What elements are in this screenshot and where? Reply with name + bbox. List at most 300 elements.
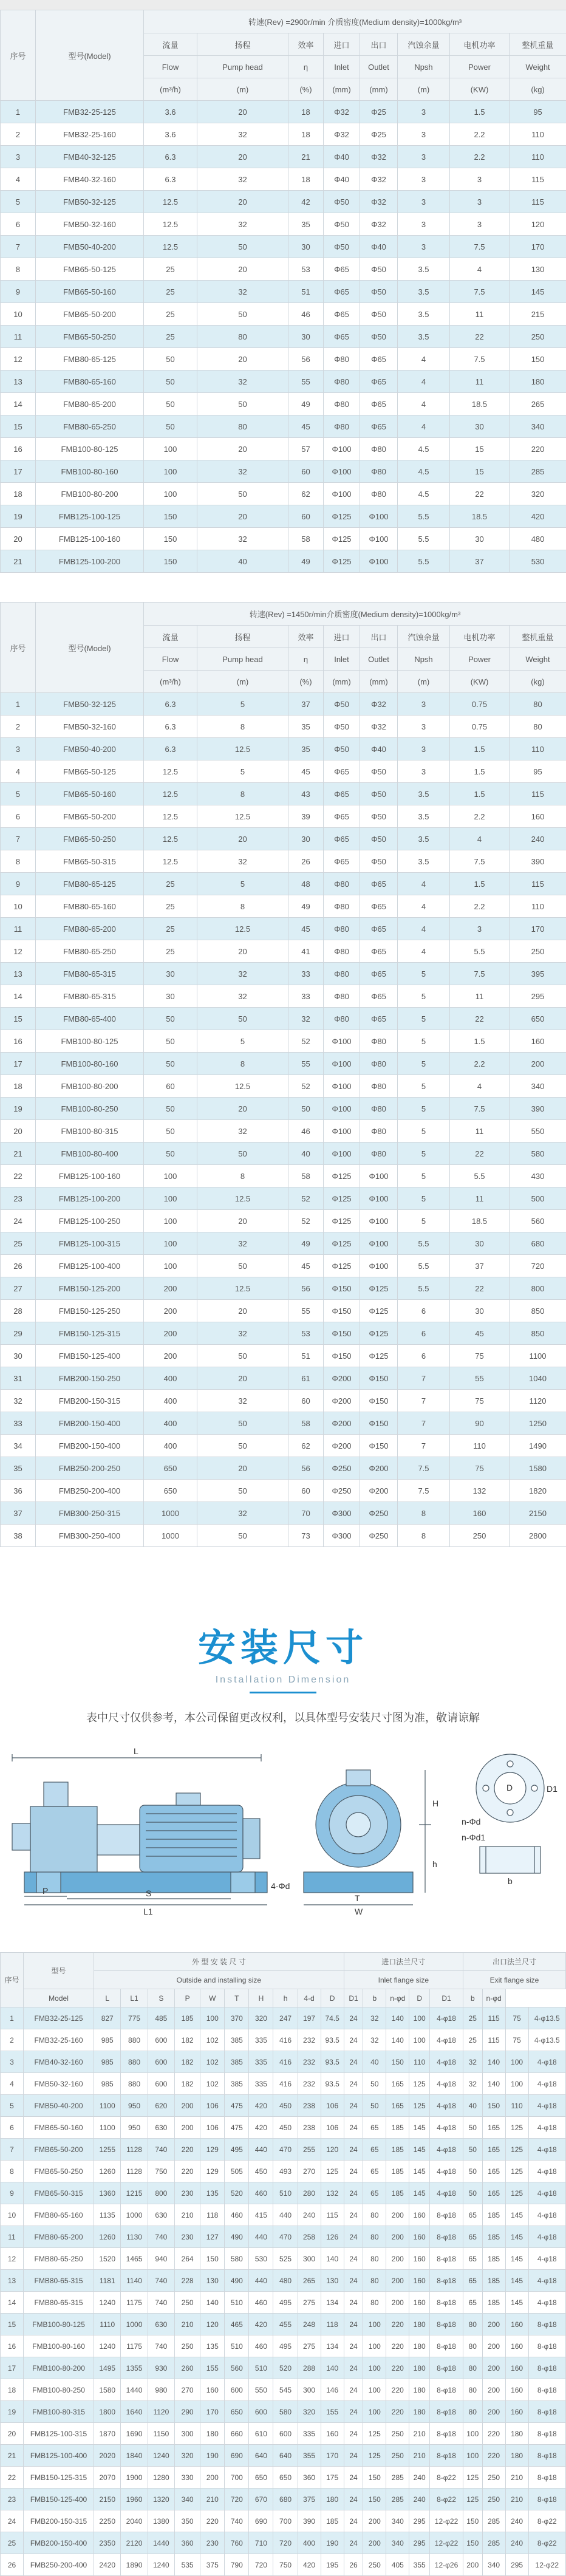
top-band <box>0 0 566 10</box>
table-cell: FMB80-65-200 <box>36 918 144 940</box>
table-cell: Φ100 <box>324 1030 360 1053</box>
table-cell: 25 <box>1 1232 36 1255</box>
table-cell: 30 <box>144 963 197 985</box>
table-cell: 40 <box>197 550 288 573</box>
table-cell: 1100 <box>510 1345 566 1367</box>
dim-table-cell: 4-φ18 <box>528 2139 565 2161</box>
table-row <box>1 348 566 371</box>
dim-table-row <box>1 2532 566 2554</box>
dim-table-cell: 1128 <box>121 2139 148 2161</box>
dim-table-cell: 340 <box>175 2489 200 2510</box>
table-cell: 50 <box>197 393 288 415</box>
dim-table-cell: 1360 <box>94 2182 121 2204</box>
dim-table-cell: 200 <box>482 2314 505 2335</box>
table-cell: 30 <box>450 415 510 438</box>
dim-table-cell: 115 <box>482 2029 505 2051</box>
table-cell: 7 <box>398 1412 450 1435</box>
dim-table-cell: 24 <box>344 2335 363 2357</box>
table-cell: 18 <box>288 101 324 123</box>
table-cell: 150 <box>144 550 197 573</box>
dim-table-cell: 65 <box>363 2182 386 2204</box>
installation-note: 表中尺寸仅供参考，本公司保留更改权利，以具体型号安装尺寸图为准，敬请谅解 <box>0 1709 566 1725</box>
table-cell: 6 <box>1 213 36 236</box>
header-cell: η <box>288 648 324 671</box>
table-cell: 37 <box>450 1255 510 1277</box>
table-cell: 75 <box>450 1390 510 1412</box>
table-cell: FMB200-150-400 <box>36 1435 144 1457</box>
table-cell: 75 <box>450 1345 510 1367</box>
dim-table-cell: 160 <box>409 2270 430 2292</box>
dim-table-cell: 145 <box>505 2226 528 2248</box>
table-cell: 15 <box>1 415 36 438</box>
table-cell: 5 <box>398 1120 450 1143</box>
table-cell: 1.5 <box>450 1030 510 1053</box>
table-cell: FMB125-100-160 <box>36 1165 144 1187</box>
table-row <box>1 1008 566 1030</box>
dim-table-cell: 160 <box>200 2379 225 2401</box>
table-cell: FMB250-200-250 <box>36 1457 144 1480</box>
table-cell: 6.3 <box>144 693 197 716</box>
table-cell: 45 <box>450 1322 510 1345</box>
dim-table-cell: 7 <box>1 2139 24 2161</box>
table-cell: 49 <box>288 1232 324 1255</box>
dim-table-cell: 200 <box>386 2270 409 2292</box>
dim-table-cell: 8-φ18 <box>528 2335 565 2357</box>
table-cell: Φ100 <box>324 460 360 483</box>
dim-table-cell: 180 <box>409 2335 430 2357</box>
table-cell: 12.5 <box>144 850 197 873</box>
dim-table-cell: 416 <box>273 2029 298 2051</box>
table-cell: Φ100 <box>324 1098 360 1120</box>
dim-table-cell: 12-φ22 <box>528 2554 565 2576</box>
dim-table-cell: 1580 <box>94 2379 121 2401</box>
dim-table-cell: 140 <box>200 2292 225 2314</box>
dim-table-cell: 740 <box>148 2139 174 2161</box>
table-cell: 22 <box>450 326 510 348</box>
dim-table-cell: 740 <box>225 2510 249 2532</box>
installation-title: 安装尺寸 <box>0 1626 566 1670</box>
dim-table-cell: 24 <box>344 2292 363 2314</box>
table-cell: 3.6 <box>144 123 197 146</box>
dim-table-cell: 200 <box>386 2226 409 2248</box>
dim-table-cell: 8-φ18 <box>430 2248 463 2270</box>
table-cell: 42 <box>288 191 324 213</box>
dim-table-cell: 145 <box>505 2248 528 2270</box>
dim-table-cell: 220 <box>386 2379 409 2401</box>
dim-table-cell: 24 <box>344 2489 363 2510</box>
dim-table-cell: 2070 <box>94 2467 121 2489</box>
dim-table-cell: 200 <box>200 2467 225 2489</box>
table-cell: 58 <box>288 1165 324 1187</box>
dim-table-cell: 8-φ18 <box>528 2467 565 2489</box>
table-cell: 25 <box>144 281 197 303</box>
dim-table-cell: 600 <box>225 2379 249 2401</box>
table-cell: Φ50 <box>360 303 398 326</box>
table-cell: 150 <box>144 528 197 550</box>
dim-table-cell: 320 <box>249 2007 273 2029</box>
dim-table-cell: 4-φ18 <box>430 2139 463 2161</box>
table-cell: 1040 <box>510 1367 566 1390</box>
dim-table-cell: 370 <box>225 2007 249 2029</box>
table-cell: 250 <box>510 326 566 348</box>
table-cell: 160 <box>510 1030 566 1053</box>
base-foot-right <box>231 1872 255 1893</box>
dim-table-cell: 340 <box>482 2554 505 2576</box>
table-cell: 110 <box>510 895 566 918</box>
table-cell: Φ40 <box>324 168 360 191</box>
dim-table-cell: 1960 <box>121 2489 148 2510</box>
dim-table-cell: 8-φ22 <box>528 2532 565 2554</box>
dim-table-cell: 880 <box>121 2073 148 2095</box>
table-cell: 2.2 <box>450 895 510 918</box>
table-cell: 22 <box>450 483 510 505</box>
table-cell: 32 <box>197 850 288 873</box>
dim-table-cell: 560 <box>225 2357 249 2379</box>
header-cell: 进口 <box>324 626 360 648</box>
table-cell: FMB100-80-125 <box>36 438 144 460</box>
table-row <box>1 303 566 326</box>
table-row <box>1 1367 566 1390</box>
dim-table-cell: 800 <box>148 2182 174 2204</box>
table-cell: Φ50 <box>360 760 398 783</box>
dim-table-cell: 385 <box>225 2073 249 2095</box>
dim-table-cell: 495 <box>273 2335 298 2357</box>
table-cell: 3.5 <box>398 281 450 303</box>
dim-group3-en: Exit flange size <box>463 1971 565 1989</box>
table-cell: 32 <box>1 1390 36 1412</box>
table-cell: Φ125 <box>324 1187 360 1210</box>
table-cell: 200 <box>144 1345 197 1367</box>
table-row <box>1 191 566 213</box>
dim-W: W <box>355 1907 363 1916</box>
dim-table-cell: 440 <box>249 2226 273 2248</box>
model-header: 型号(Model) <box>36 10 144 101</box>
dim-table-cell: 100 <box>363 2401 386 2423</box>
table-cell: Φ100 <box>324 1075 360 1098</box>
table-cell: 5 <box>398 1210 450 1232</box>
table-cell: Φ50 <box>360 783 398 805</box>
dim-table-cell: 460 <box>249 2182 273 2204</box>
table-cell: 11 <box>450 1187 510 1210</box>
table-cell: 2.2 <box>450 146 510 168</box>
table-cell: 41 <box>288 940 324 963</box>
dim-table-cell: 375 <box>298 2489 321 2510</box>
table-cell: 5 <box>398 1008 450 1030</box>
table-cell: Φ65 <box>324 805 360 828</box>
dim-table-cell: 440 <box>249 2139 273 2161</box>
dim-table-cell: 26 <box>344 2554 363 2576</box>
dim-table-cell: 2350 <box>94 2532 121 2554</box>
table-cell: FMB50-32-125 <box>36 191 144 213</box>
table-cell: 12.5 <box>144 236 197 258</box>
table-cell: 12 <box>1 348 36 371</box>
table-cell: 20 <box>197 1300 288 1322</box>
table-cell: 32 <box>197 123 288 146</box>
table-cell: 51 <box>288 281 324 303</box>
dim-table-cell: 3 <box>1 2051 24 2073</box>
table-cell: 1490 <box>510 1435 566 1457</box>
dim-table-cell: 17 <box>1 2357 24 2379</box>
dim-table-cell: FMB100-80-315 <box>23 2401 94 2423</box>
table-cell: FMB200-150-250 <box>36 1367 144 1390</box>
table-row <box>1 371 566 393</box>
table-cell: 37 <box>1 1502 36 1525</box>
table-cell: 50 <box>144 348 197 371</box>
header-cell: Weight <box>510 648 566 671</box>
table-cell: Φ80 <box>324 1008 360 1030</box>
dim-table-cell: 650 <box>225 2401 249 2423</box>
dim-column-header: D <box>321 1989 344 2007</box>
table-cell: FMB65-50-160 <box>36 281 144 303</box>
dim-table-cell: 14 <box>1 2292 24 2314</box>
table-cell: 100 <box>144 1165 197 1187</box>
table-cell: 58 <box>288 528 324 550</box>
dim-table-cell: 930 <box>148 2357 174 2379</box>
table-cell: 550 <box>510 1120 566 1143</box>
table-cell: 23 <box>1 1187 36 1210</box>
table-cell: 32 <box>197 371 288 393</box>
table-cell: 52 <box>288 1187 324 1210</box>
table-cell: 115 <box>510 168 566 191</box>
dim-table-cell: 505 <box>225 2161 249 2182</box>
table-cell: 52 <box>288 1030 324 1053</box>
dim-column-header: T <box>225 1989 249 2007</box>
table-cell: 32 <box>197 1120 288 1143</box>
dim-table-cell: 145 <box>505 2292 528 2314</box>
table-row <box>1 1232 566 1255</box>
table-cell: FMB80-65-250 <box>36 940 144 963</box>
dim-table-cell: 4-φ18 <box>528 2204 565 2226</box>
dim-table-cell: FMB80-65-160 <box>23 2204 94 2226</box>
dim-table-cell: 1120 <box>148 2401 174 2423</box>
dim-table-cell: 180 <box>200 2423 225 2445</box>
dim-table-cell: 22 <box>1 2467 24 2489</box>
dim-table-cell: 140 <box>386 2029 409 2051</box>
dim-table-cell: 8-φ18 <box>430 2401 463 2423</box>
dim-table-cell: 24 <box>344 2204 363 2226</box>
dim-table-cell: 1890 <box>121 2554 148 2576</box>
table-cell: 580 <box>510 1143 566 1165</box>
table-cell: 14 <box>1 393 36 415</box>
dim-table-cell: 160 <box>409 2292 430 2314</box>
dim-table-cell: 480 <box>273 2270 298 2292</box>
table-row <box>1 528 566 550</box>
table-cell: 11 <box>1 326 36 348</box>
dim-table-cell: 8-φ18 <box>430 2292 463 2314</box>
table-cell: 3 <box>450 168 510 191</box>
dim-table-cell: FMB100-80-250 <box>23 2379 94 2401</box>
table-cell: 400 <box>144 1390 197 1412</box>
dim-table-row <box>1 2445 566 2467</box>
table-row <box>1 1030 566 1053</box>
dim-table-cell: 490 <box>225 2270 249 2292</box>
dim-table-cell: 8-φ18 <box>430 2226 463 2248</box>
dim-table-row <box>1 2029 566 2051</box>
table-cell: 5.5 <box>450 940 510 963</box>
dim-table-cell: 100 <box>463 2445 482 2467</box>
table-cell: 12.5 <box>197 805 288 828</box>
table-cell: 56 <box>288 1457 324 1480</box>
table-cell: 7.5 <box>450 850 510 873</box>
dim-table-cell: 160 <box>409 2226 430 2248</box>
table-cell: 7.5 <box>398 1480 450 1502</box>
dim-table-cell: 9 <box>1 2182 24 2204</box>
table-cell: 20 <box>197 146 288 168</box>
table-cell: 5 <box>197 1030 288 1053</box>
table-cell: 50 <box>144 1053 197 1075</box>
dim-table-cell: 1900 <box>121 2467 148 2489</box>
table-cell: 4 <box>398 940 450 963</box>
dim-table-cell: 118 <box>321 2314 344 2335</box>
table-cell: 80 <box>197 326 288 348</box>
dim-table-cell: 250 <box>175 2335 200 2357</box>
table-cell: 8 <box>197 1053 288 1075</box>
table-cell: 320 <box>510 483 566 505</box>
table-cell: 650 <box>144 1457 197 1480</box>
table-cell: 32 <box>197 460 288 483</box>
dim-table-cell: 420 <box>249 2095 273 2117</box>
table-cell: 48 <box>288 873 324 895</box>
dim-table-cell: 4-φ18 <box>430 2073 463 2095</box>
dim-table-cell: 720 <box>249 2554 273 2576</box>
table-cell: 32 <box>197 1390 288 1412</box>
table-cell: 400 <box>144 1412 197 1435</box>
table-cell: 57 <box>288 438 324 460</box>
table-cell: 21 <box>1 1143 36 1165</box>
header-cell: 效率 <box>288 626 324 648</box>
dim-table-cell: 375 <box>200 2554 225 2576</box>
table-cell: 5 <box>398 963 450 985</box>
table-cell: 28 <box>1 1300 36 1322</box>
dim-table-cell: 110 <box>409 2051 430 2073</box>
dim-table-cell: 495 <box>225 2139 249 2161</box>
dim-table-cell: 510 <box>249 2357 273 2379</box>
table-cell: 220 <box>510 438 566 460</box>
dim-table-cell: 4-φ13.5 <box>528 2007 565 2029</box>
table-cell: Φ125 <box>324 1232 360 1255</box>
dim-table-cell: 790 <box>225 2554 249 2576</box>
dim-table-cell: FMB80-65-315 <box>23 2292 94 2314</box>
table-cell: 115 <box>510 191 566 213</box>
dim-table-cell: 210 <box>409 2445 430 2467</box>
table-cell: 7.5 <box>450 1098 510 1120</box>
table-cell: Φ32 <box>360 213 398 236</box>
table-cell: 850 <box>510 1322 566 1345</box>
header-cell: 汽蚀余量 <box>398 626 450 648</box>
table-row <box>1 1187 566 1210</box>
table-cell: 4 <box>450 258 510 281</box>
table-cell: 12.5 <box>197 1277 288 1300</box>
table-cell: 5 <box>197 693 288 716</box>
dim-table-cell: 240 <box>298 2204 321 2226</box>
table-cell: 32 <box>197 528 288 550</box>
table-cell: 10 <box>1 303 36 326</box>
table-cell: 55 <box>288 1300 324 1322</box>
dim-table-cell: 125 <box>363 2445 386 2467</box>
table-cell: FMB125-100-160 <box>36 528 144 550</box>
dim-table-cell: 106 <box>321 2117 344 2139</box>
dim-table-cell: 475 <box>225 2117 249 2139</box>
table-cell: 18 <box>1 1075 36 1098</box>
dim-table-cell: 1320 <box>148 2489 174 2510</box>
table-cell: 1.5 <box>450 760 510 783</box>
dim-table-cell: 580 <box>273 2401 298 2423</box>
dim-table-cell: 750 <box>148 2161 174 2182</box>
dim-table-cell: 24 <box>344 2270 363 2292</box>
dim-table-cell: 65 <box>463 2292 482 2314</box>
table-cell: 20 <box>197 505 288 528</box>
dim-table-cell: 102 <box>200 2029 225 2051</box>
dim-table-cell: 170 <box>200 2401 225 2423</box>
dim-table-cell: 185 <box>482 2204 505 2226</box>
dim-table-cell: 200 <box>386 2204 409 2226</box>
table-row <box>1 460 566 483</box>
table-cell: 30 <box>450 1300 510 1322</box>
dim-table-cell: 510 <box>225 2292 249 2314</box>
dim-table-cell: 26 <box>1 2554 24 2576</box>
dim-column-header: D1 <box>430 1989 463 2007</box>
dim-table-cell: 200 <box>386 2248 409 2270</box>
dim-table-cell: 160 <box>409 2248 430 2270</box>
dim-table-row <box>1 2161 566 2182</box>
dim-table-cell: 4-φ18 <box>430 2007 463 2029</box>
dim-table-cell: 24 <box>344 2423 363 2445</box>
table-cell: 11 <box>450 303 510 326</box>
dim-table-cell: 416 <box>273 2051 298 2073</box>
table-cell: FMB100-80-125 <box>36 1030 144 1053</box>
dim-column-header: D1 <box>344 1989 363 2007</box>
header-cell: 整机重量 <box>510 33 566 56</box>
table-cell: 49 <box>288 393 324 415</box>
dim-table-cell: 25 <box>463 2007 482 2029</box>
table-cell: 390 <box>510 1098 566 1120</box>
table-cell: 50 <box>197 1255 288 1277</box>
table-cell: 18.5 <box>450 505 510 528</box>
table-cell: 3 <box>450 918 510 940</box>
table-cell: 7.5 <box>398 1457 450 1480</box>
flange-section <box>480 1847 540 1873</box>
table-cell: Φ65 <box>324 258 360 281</box>
index-header: 序号 <box>1 10 36 101</box>
dim-table-cell: FMB32-25-125 <box>23 2007 94 2029</box>
dim-table-cell: 8-φ18 <box>528 2423 565 2445</box>
table-row <box>1 1502 566 1525</box>
table-cell: 0.75 <box>450 716 510 738</box>
dim-table-cell: 690 <box>225 2445 249 2467</box>
table-cell: Φ65 <box>324 850 360 873</box>
terminal-box <box>176 1793 200 1805</box>
dim-table-cell: 405 <box>386 2554 409 2576</box>
dim-table-cell: FMB40-32-160 <box>23 2051 94 2073</box>
table-cell: Φ25 <box>360 101 398 123</box>
table-cell: FMB200-150-315 <box>36 1390 144 1412</box>
dim-table-cell: 150 <box>200 2248 225 2270</box>
dim-table-cell: 126 <box>321 2226 344 2248</box>
table-cell: 25 <box>144 303 197 326</box>
header-cell: η <box>288 56 324 78</box>
dim-table-cell: 440 <box>249 2270 273 2292</box>
dim-table-cell: 24 <box>344 2248 363 2270</box>
dim-table-cell: 335 <box>249 2029 273 2051</box>
table-cell: 4 <box>398 371 450 393</box>
dim-table-cell: 1380 <box>148 2510 174 2532</box>
dim-table-cell: 140 <box>386 2007 409 2029</box>
pump-dimension-drawing <box>0 1734 566 1916</box>
table-cell: Φ300 <box>324 1502 360 1525</box>
dim-T: T <box>355 1893 360 1903</box>
dim-table-cell: 23 <box>1 2489 24 2510</box>
table-cell: FMB100-80-400 <box>36 1143 144 1165</box>
